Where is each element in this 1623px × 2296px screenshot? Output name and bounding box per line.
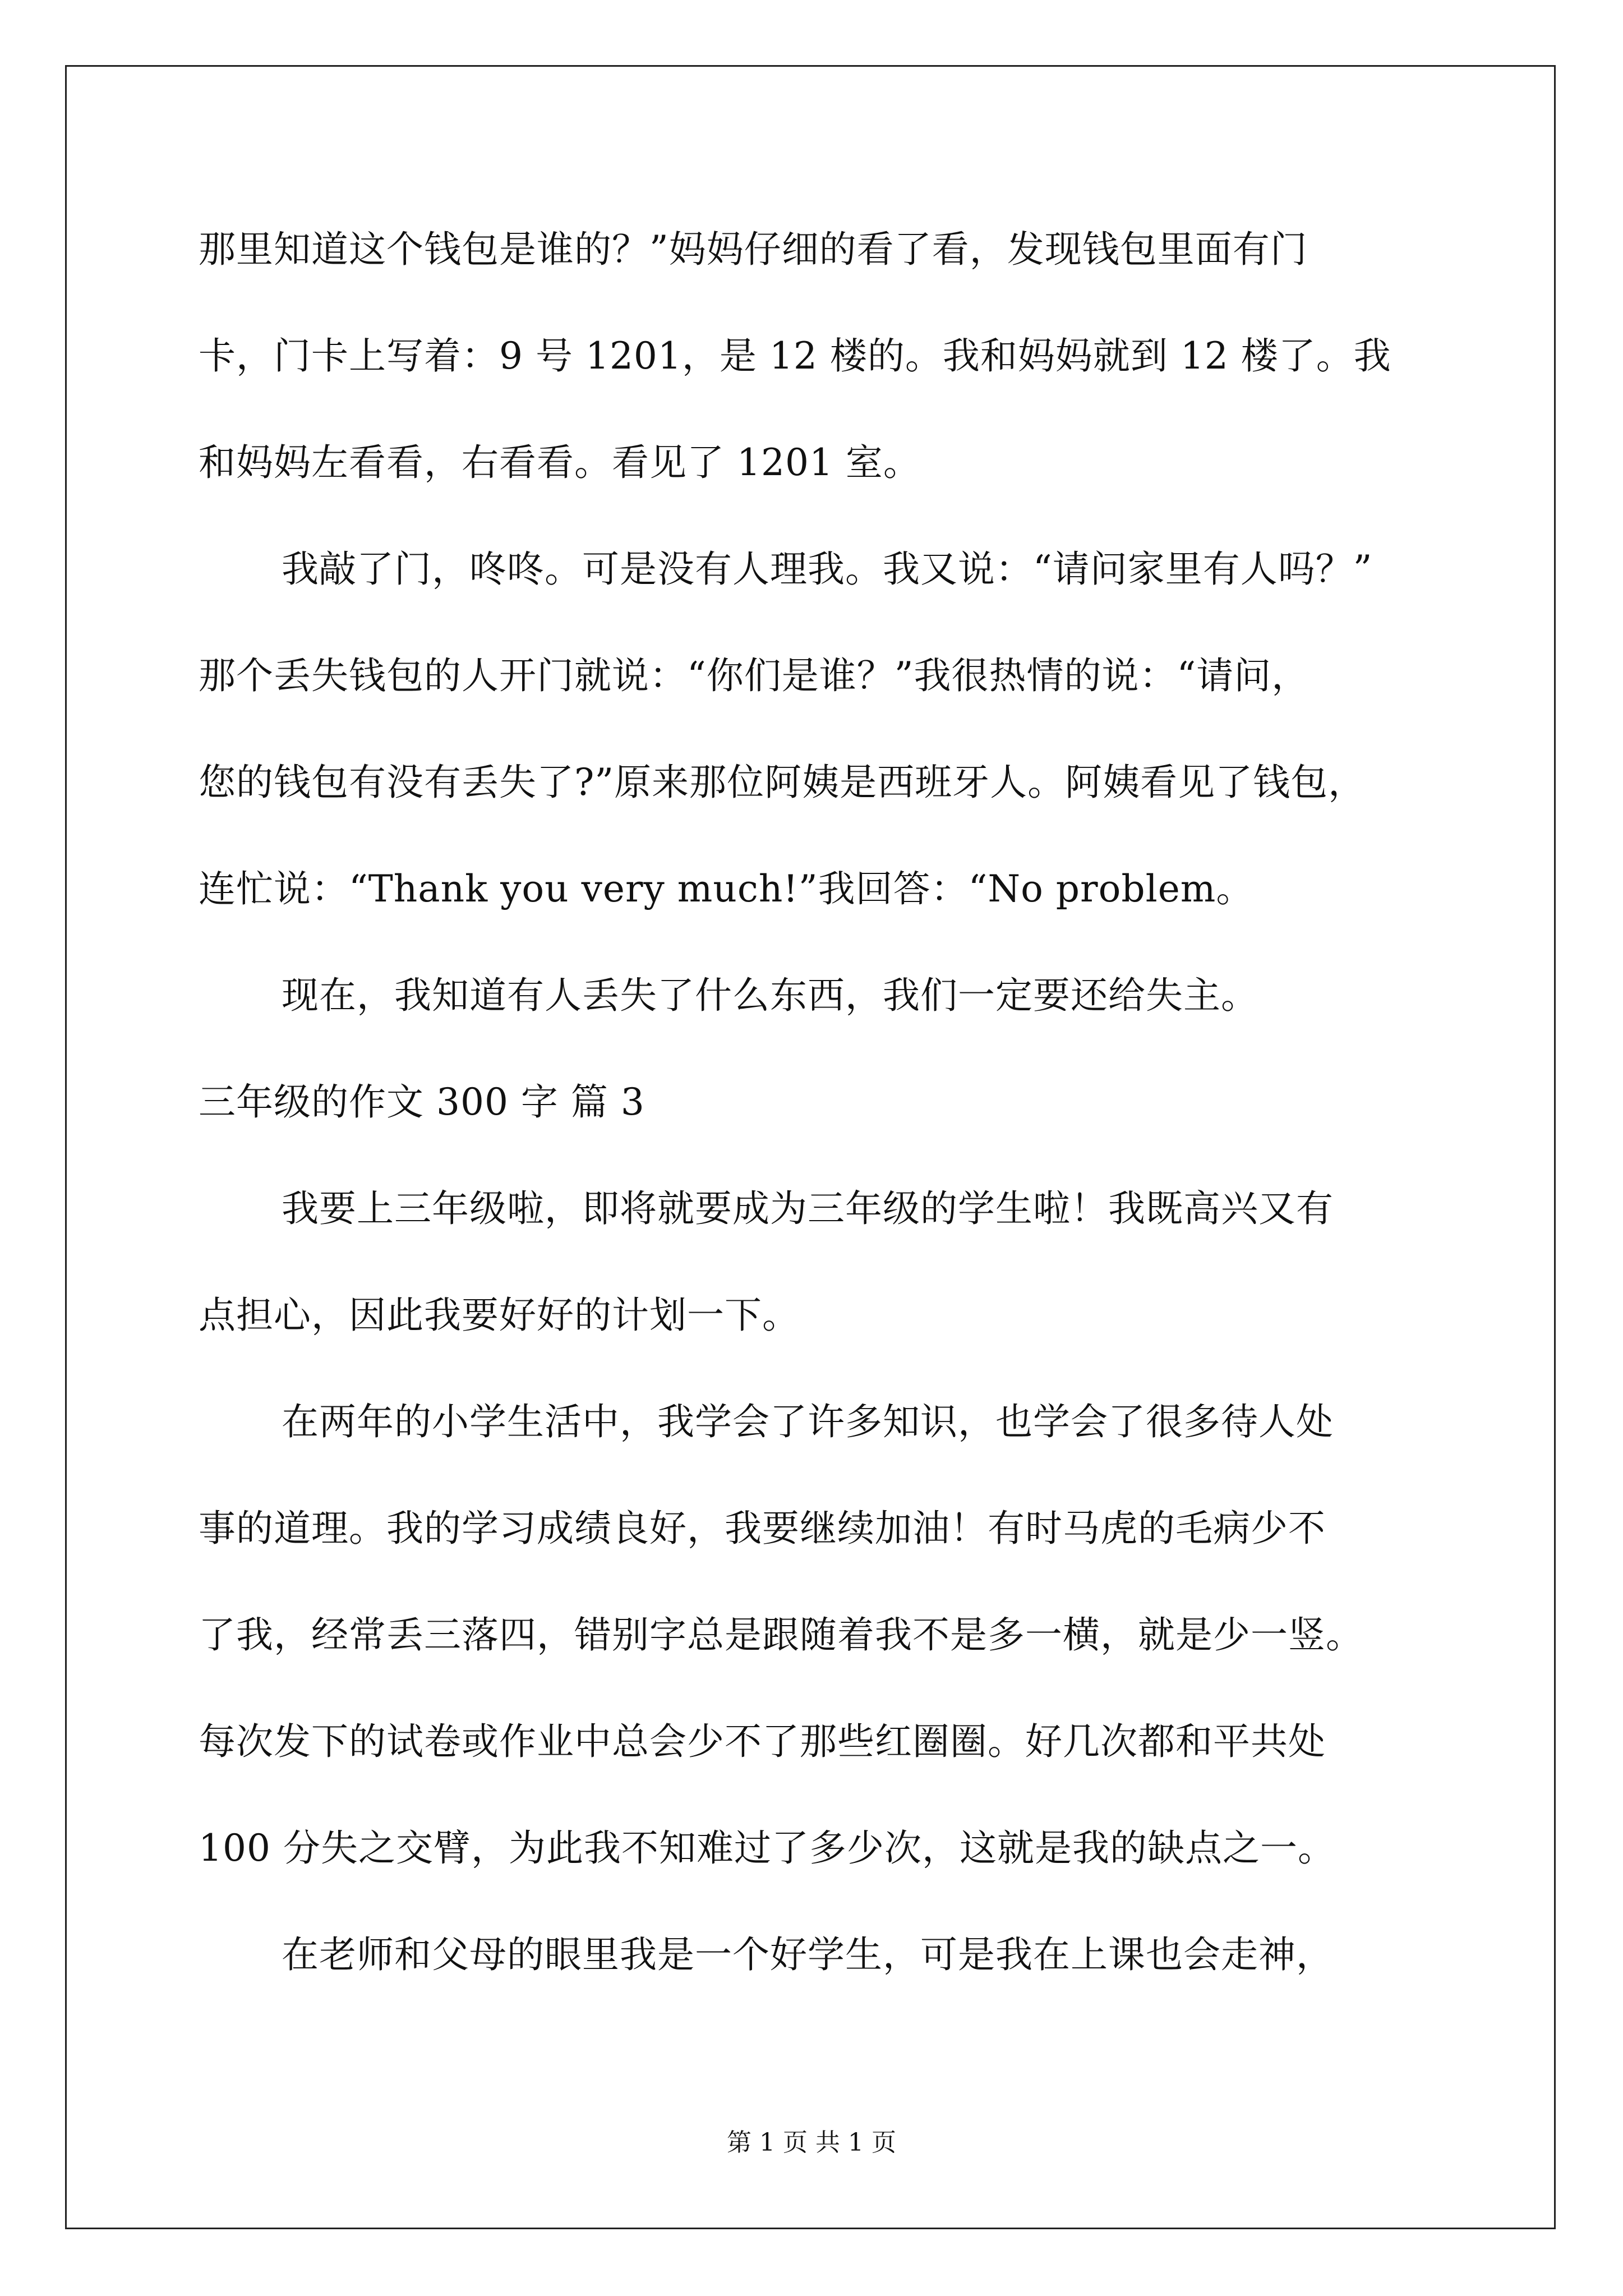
text-line: 和妈妈左看看，右看看。看见了 1201 室。 [199, 441, 921, 484]
text-line: 您的钱包有没有丢失了?”原来那位阿姨是西班牙人。阿姨看见了钱包， [199, 761, 1366, 804]
text-line: 每次发下的试卷或作业中总会少不了那些红圈圈。好几次都和平共处 [199, 1720, 1326, 1763]
text-line: 了我，经常丢三落四，错别字总是跟随着我不是多一横，就是少一竖。 [199, 1613, 1363, 1657]
text-line: 点担心，因此我要好好的计划一下。 [199, 1294, 800, 1337]
text-line: 事的道理。我的学习成绩良好，我要继续加油！有时马虎的毛病少不 [199, 1507, 1326, 1550]
page-border [65, 65, 1556, 2229]
paragraph-start-line: 我敲了门，咚咚。可是没有人理我。我又说：“请问家里有人吗？” [282, 547, 1373, 591]
section-heading: 三年级的作文 300 字 篇 3 [199, 1080, 645, 1124]
text-line: 连忙说：“Thank you very much!”我回答：“No problem。 [199, 867, 1254, 910]
paragraph-start-line: 我要上三年级啦，即将就要成为三年级的学生啦！我既高兴又有 [282, 1187, 1334, 1230]
text-line: 100 分失之交臂，为此我不知难过了多少次，这就是我的缺点之一。 [199, 1826, 1335, 1870]
paragraph-start-line: 在老师和父母的眼里我是一个好学生，可是我在上课也会走神， [282, 1933, 1334, 1976]
text-line: 那个丢失钱包的人开门就说：“你们是谁？”我很热情的说：“请问， [199, 654, 1310, 697]
text-line: 卡，门卡上写着：9 号 1201，是 12 楼的。我和妈妈就到 12 楼了。我 [199, 334, 1391, 378]
paragraph-start-line: 在两年的小学生活中，我学会了许多知识，也学会了很多待人处 [282, 1400, 1334, 1443]
text-line: 那里知道这个钱包是谁的？”妈妈仔细的看了看，发现钱包里面有门 [199, 228, 1308, 271]
page-footer: 第 1 页 共 1 页 [727, 2128, 896, 2157]
paragraph-start-line: 现在，我知道有人丢失了什么东西，我们一定要还给失主。 [282, 974, 1258, 1017]
